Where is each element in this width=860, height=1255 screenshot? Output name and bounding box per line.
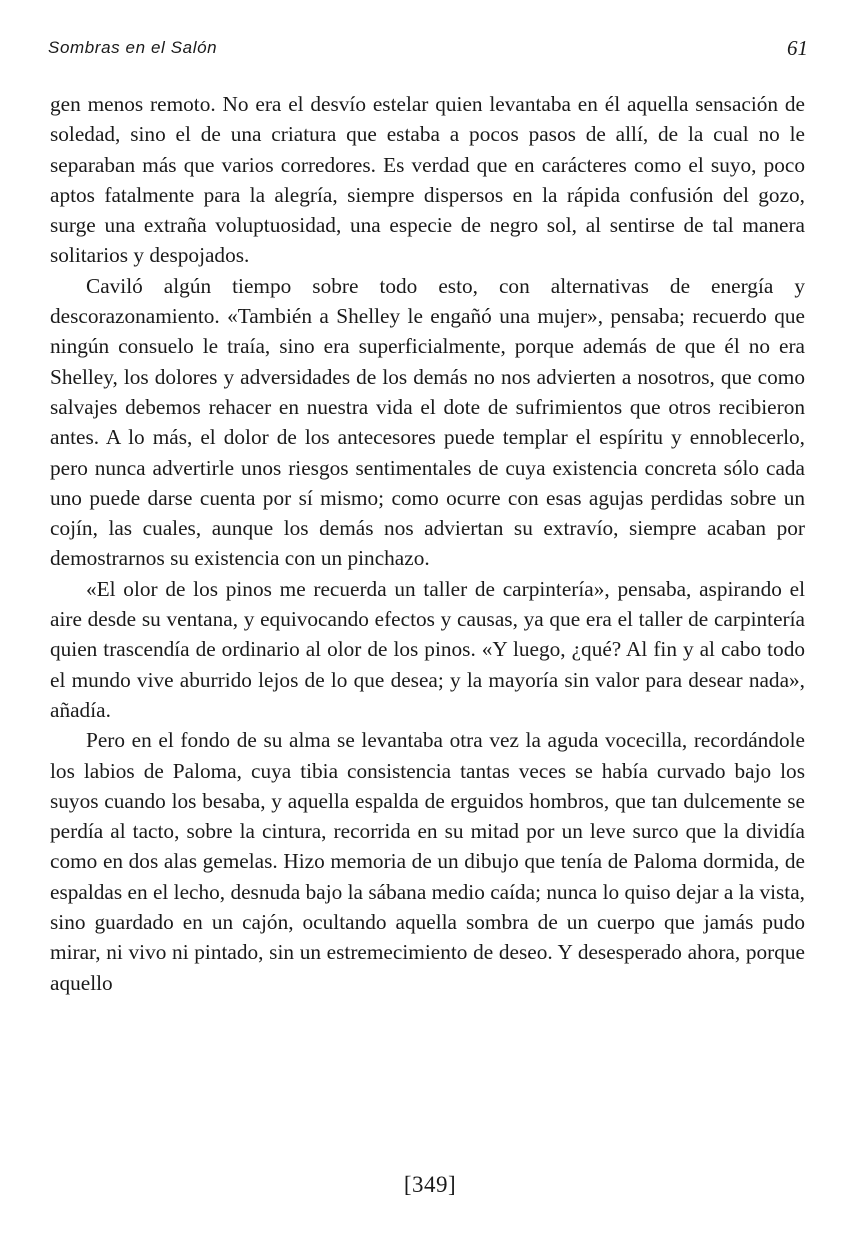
book-page-number: [349] (403, 1172, 457, 1197)
paragraph-3: «El olor de los pinos me recuerda un taller de carpintería», pensaba, aspirando el aire desde su ventana, y equivocando efectos y causas, ya que era el taller de carpintería quien trascendía de ordinario al olor de los pinos. «Y luego, ¿qué? Al fin y al cabo todo el mundo vive aburrido lejos de lo que desea; y la mayoría sin valor para desear nada», añadía. (50, 576, 805, 722)
running-title: Sombras en el Salón (48, 38, 218, 57)
paragraph-1: gen menos remoto. No era el desvío estelar quien levantaba en él aquella sensación de soledad, sino el de una criatura que estaba a pocos pasos de allí, de la cual no le separaban más que varios corredores. Es verdad que en carácteres como el suyo, poco aptos fatalmente para la alegría, siempre dispersos en la rápida confusión del gozo, surge una extraña voluptuosidad, una especie de negro sol, al sentirse de tal manera solitarios y despojados. (50, 92, 805, 268)
body-text (50, 89, 805, 998)
folio-page-number: 61 (787, 36, 808, 60)
paragraph-2: Caviló algún tiempo sobre todo esto, con alternativas de energía y descorazonamiento. «También a Shelley le engañó una mujer», pensaba; recuerdo que ningún consuelo le traía, sino era superficialmente, porque además de que él no era Shelley, los dolores y adversidades de los demás no nos advierten a nosotros, que como salvajes debemos rehacer en nuestra vida el dote de sufrimientos que otros recibieron antes. A lo más, el dolor de los antecesores puede templar el espíritu y ennoblecerlo, pero nunca advertirle unos riesgos sentimentales de cuya existencia concreta sólo cada uno puede darse cuenta por sí mismo; como ocurre con esas agujas perdidas sobre un cojín, las cuales, aunque los demás nos adviertan su extravío, siempre acaban por demostrarnos su existencia con un pinchazo. (50, 273, 805, 571)
running-header (48, 38, 808, 68)
paragraph-4: Pero en el fondo de su alma se levantaba otra vez la aguda vocecilla, recordándole los labios de Paloma, cuya tibia consistencia tantas veces se había curvado bajo los suyos cuando los besaba, y aquella espalda de erguidos hombros, que tan dulcemente se perdía al tacto, sobre la cintura, recorrida en su mitad por un leve surco que la dividía como en dos alas gemelas. Hizo memoria de un dibujo que tenía de Paloma dormida, de espaldas en el lecho, desnuda bajo la sábana medio caída; nunca lo quiso dejar a la vista, sino guardado en un cajón, ocultando aquella sombra de un cuerpo que jamás pudo mirar, ni vivo ni pintado, sin un estremecimiento de deseo. Y desesperado ahora, porque aquello (50, 728, 805, 995)
